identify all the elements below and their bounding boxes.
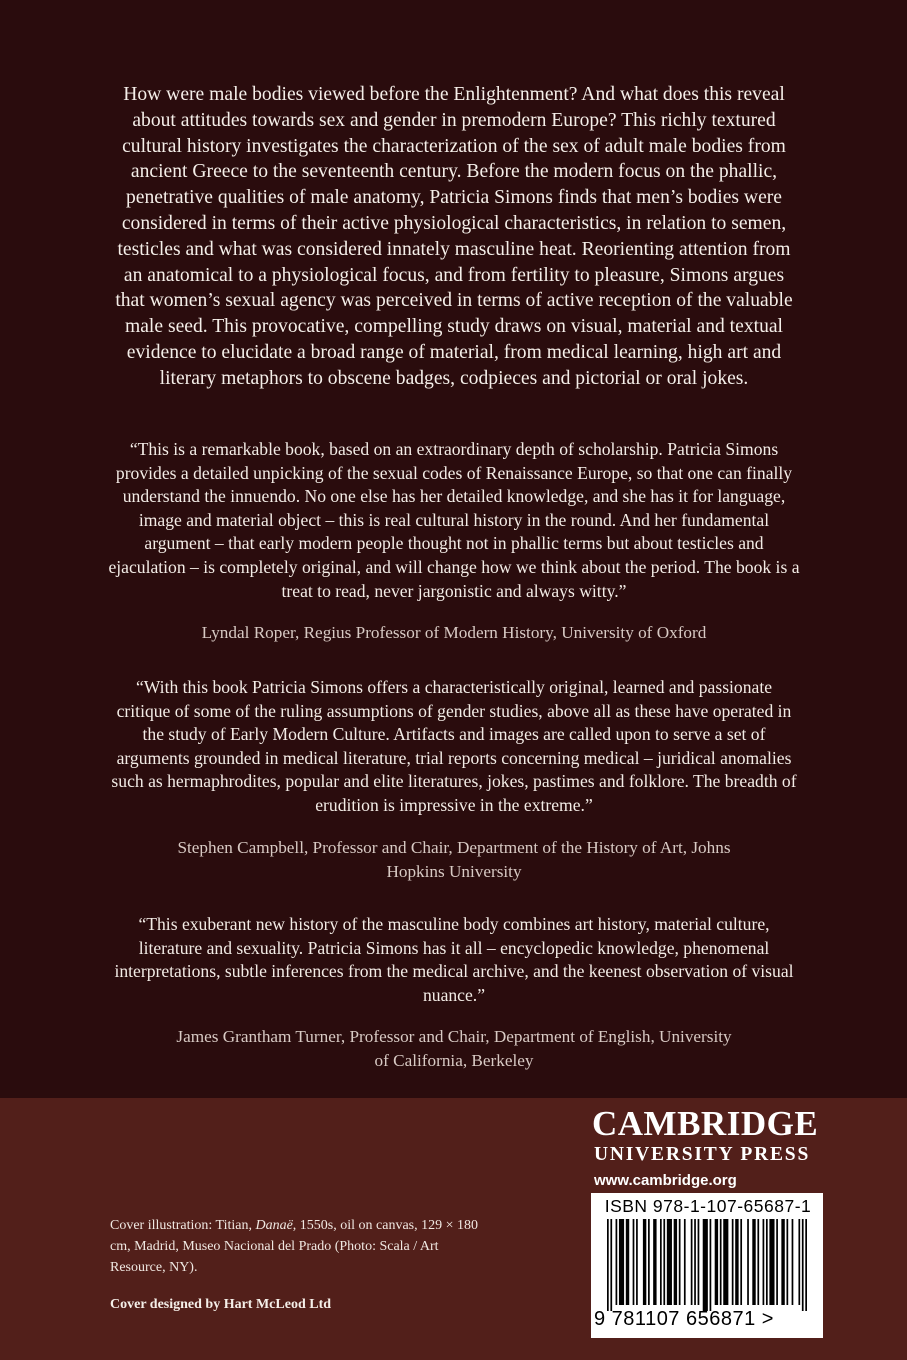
- barcode-bar: [643, 1219, 646, 1305]
- barcode-bar: [752, 1219, 755, 1305]
- barcode-bar: [660, 1219, 662, 1305]
- barcode-bar: [766, 1219, 768, 1305]
- endorsement-attribution-1: Lyndal Roper, Regius Professor of Modern History, University of Oxford: [201, 623, 707, 642]
- barcode-bar: [740, 1219, 742, 1305]
- barcode-bar: [616, 1219, 618, 1305]
- book-description: How were male bodies viewed before the Enlightenment? And what does this reveal about attitudes towards sex and gender in premodern Europe? This richly textured cultural history investigates the characterization of the sex of adult male bodies from ancient Greece to the seventeenth century. Before the modern focus on the phallic, penetrative qualities of male anatomy, Patricia Simons finds that men’s bodies were considered in terms of their active physiological characteristics, in relation to semen, testicles and what was considered innately masculine heat. Reorienting attention from an anatomical to a physiological focus, and from fertility to pleasure, Simons argues that women’s sexual agency was perceived in terms of active reception of the valuable male seed. This provocative, compelling study draws on visual, material and textual evidence to elucidate a broad range of material, from medical learning, high art and literary metaphors to obscene badges, codpieces and pictorial or oral jokes.: [115, 84, 793, 389]
- barcode-bar: [786, 1219, 788, 1305]
- barcode-bar: [607, 1219, 609, 1311]
- barcode-bar: [636, 1219, 638, 1305]
- barcode-bar: [781, 1219, 784, 1305]
- artwork-title: Danaë: [255, 1218, 293, 1233]
- endorsement-quote-2: “With this book Patricia Simons offers a characteristically original, learned and passionate critique of some of the ruling assumptions of gender studies, above all as these have operated in the study of Early Modern Culture. Artifacts and images are called upon to serve a set of arguments grounded in medical literature, trial reports concerning medical – juridical anomalies such as hermaphrodites, popular and elite literatures, jokes, pastimes and folklore. The breadth of erudition is impressive in the extreme.”: [111, 677, 797, 815]
- barcode-bar: [710, 1219, 712, 1311]
- barcode-bar: [684, 1219, 686, 1305]
- isbn-label: ISBN 978-1-107-65687-1: [604, 1196, 812, 1216]
- cover-designer-credit: Cover designed by Hart McLeod Ltd: [110, 1297, 332, 1312]
- publisher-name: CAMBRIDGE: [592, 1104, 819, 1143]
- barcode-bar: [792, 1219, 794, 1305]
- barcode-bar: [703, 1219, 708, 1311]
- barcode-bar: [663, 1219, 665, 1305]
- barcode-bar: [757, 1219, 759, 1305]
- endorsement-quote-1: “This is a remarkable book, based on an extraordinary depth of scholarship. Patricia Simons provides a detailed unpicking of the sexual codes of Renaissance Europe, so that one can finally understand the innuendo. No one else has her detailed knowledge, and she has it for language, image and material object – this is real cultural history in the round. And her fundamental argument – that early modern people thought not in phallic terms but about testicles and ejaculation – is completely original, and will change how we think about the period. The book is a treat to read, never jargonistic and always witty.”: [108, 439, 800, 601]
- barcode-bar: [720, 1219, 722, 1305]
- barcode-bar: [674, 1219, 677, 1305]
- publisher-subtitle: UNIVERSITY PRESS: [594, 1144, 811, 1165]
- barcode-bar: [715, 1219, 718, 1305]
- barcode-bar: [747, 1219, 749, 1305]
- isbn-barcode: [591, 1193, 823, 1338]
- barcode-bar: [610, 1219, 612, 1311]
- barcode-bar: [776, 1219, 778, 1305]
- publisher-url: www.cambridge.org: [594, 1172, 737, 1189]
- endorsement-quote-3: “This exuberant new history of the masculine body combines art history, material culture, literature and sexuality. Patricia Simons has it all – encyclopedic knowledge, phenomenal interpretations, subtle inferences from the medical archive, and the keenest observation of visual nuance.”: [114, 914, 794, 1005]
- publisher-logo: [592, 1104, 822, 1189]
- barcode-bar: [735, 1219, 738, 1305]
- barcode-number: 9 781107 656871 >: [594, 1308, 774, 1330]
- endorsement-attribution-3: James Grantham Turner, Professor and Chair, Department of English, University of California, Berkeley: [176, 1027, 732, 1070]
- barcode-bar: [653, 1219, 656, 1305]
- barcode-bar: [732, 1219, 734, 1305]
- barcode-bar: [763, 1219, 765, 1305]
- endorsement-attribution-2: Stephen Campbell, Professor and Chair, Department of the History of Art, Johns Hopkins University: [177, 838, 731, 881]
- barcode-bar: [667, 1219, 672, 1305]
- barcode-bar: [679, 1219, 681, 1305]
- barcode-bar: [798, 1219, 800, 1305]
- cover-illustration-credit: Cover illustration: Titian, Danaë, 1550s, oil on canvas, 129 × 180 cm, Madrid, Museo Nacional del Prado (Photo: Scala / Art Resource, NY).: [110, 1218, 479, 1275]
- barcode-bar: [723, 1219, 728, 1305]
- barcode-bar: [648, 1219, 650, 1305]
- barcode-bars: [607, 1219, 807, 1311]
- barcode-bar: [626, 1219, 629, 1305]
- barcode-bar: [805, 1219, 807, 1311]
- barcode-bar: [802, 1219, 804, 1311]
- barcode-bar: [619, 1219, 624, 1305]
- barcode-bar: [694, 1219, 696, 1305]
- barcode-bar: [691, 1219, 693, 1305]
- barcode-bar: [698, 1219, 700, 1305]
- barcode-bar: [633, 1219, 635, 1305]
- barcode-bar: [769, 1219, 774, 1305]
